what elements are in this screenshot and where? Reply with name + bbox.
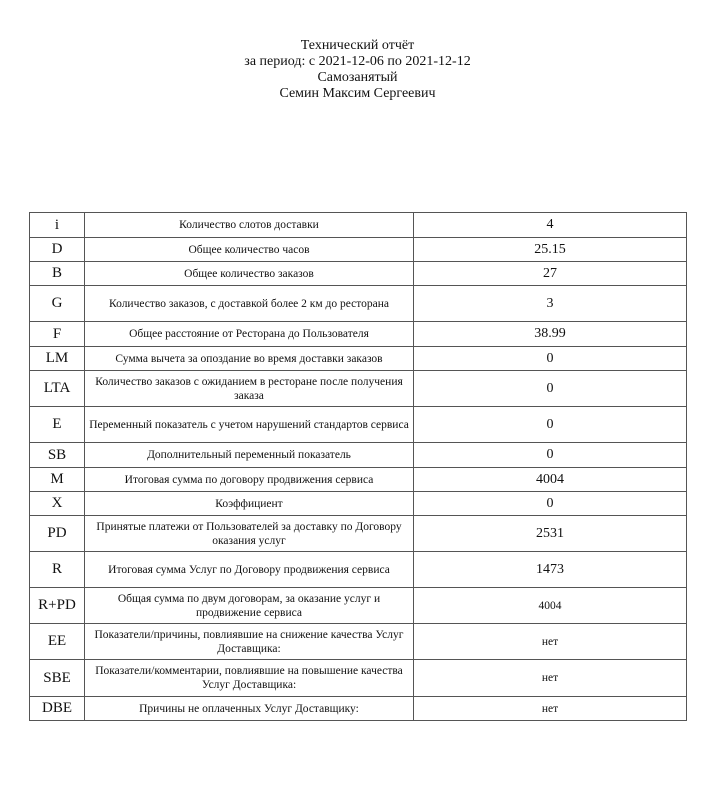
row-description: Показатели/комментарии, повлиявшие на повышение качества Услуг Доставщика:	[85, 660, 414, 697]
row-value: 0	[414, 443, 687, 468]
row-code: R	[30, 552, 85, 588]
row-description: Итоговая сумма Услуг по Договору продвижения сервиса	[85, 552, 414, 588]
row-code: SBE	[30, 660, 85, 697]
report-header	[0, 38, 715, 102]
row-value: нет	[414, 697, 687, 721]
table-row	[30, 371, 687, 407]
row-value: 25.15	[414, 238, 687, 262]
row-description: Итоговая сумма по договору продвижения сервиса	[85, 468, 414, 492]
contractor-status: Самозанятый	[317, 70, 398, 85]
report-title: Технический отчёт	[300, 38, 415, 53]
row-code: i	[30, 213, 85, 238]
report-period: за период: с 2021-12-06 по 2021-12-12	[244, 54, 471, 69]
row-value: 0	[414, 371, 687, 407]
table-row	[30, 492, 687, 516]
table-row	[30, 262, 687, 286]
row-value: 0	[414, 492, 687, 516]
row-description: Дополнительный переменный показатель	[85, 443, 414, 468]
row-value: 4004	[414, 468, 687, 492]
row-value: 4	[414, 213, 687, 238]
table-row	[30, 660, 687, 697]
row-code: X	[30, 492, 85, 516]
table-row	[30, 322, 687, 347]
row-value: 27	[414, 262, 687, 286]
row-description: Принятые платежи от Пользователей за доставку по Договору оказания услуг	[85, 516, 414, 552]
row-code: R+PD	[30, 588, 85, 624]
row-description: Общая сумма по двум договорам, за оказание услуг и продвижение сервиса	[85, 588, 414, 624]
row-code: PD	[30, 516, 85, 552]
row-description: Коэффициент	[85, 492, 414, 516]
row-value: нет	[414, 624, 687, 660]
row-value: 0	[414, 347, 687, 371]
row-description: Количество заказов с ожиданием в ресторане после получения заказа	[85, 371, 414, 407]
row-code: LM	[30, 347, 85, 371]
row-code: M	[30, 468, 85, 492]
row-description: Общее количество заказов	[85, 262, 414, 286]
table-row	[30, 624, 687, 660]
table-row	[30, 407, 687, 443]
report-table	[29, 212, 687, 721]
row-value: 0	[414, 407, 687, 443]
row-code: G	[30, 286, 85, 322]
row-description: Переменный показатель с учетом нарушений стандартов сервиса	[85, 407, 414, 443]
table-row	[30, 443, 687, 468]
row-description: Количество слотов доставки	[85, 213, 414, 238]
row-value: 38.99	[414, 322, 687, 347]
table-row	[30, 238, 687, 262]
row-description: Причины не оплаченных Услуг Доставщику:	[85, 697, 414, 721]
row-value: нет	[414, 660, 687, 697]
table-row	[30, 286, 687, 322]
row-code: SB	[30, 443, 85, 468]
table-row	[30, 697, 687, 721]
table-row	[30, 552, 687, 588]
contractor-name: Семин Максим Сергеевич	[279, 86, 436, 101]
row-code: D	[30, 238, 85, 262]
row-description: Общее расстояние от Ресторана до Пользователя	[85, 322, 414, 347]
table-row	[30, 347, 687, 371]
row-description: Показатели/причины, повлиявшие на снижение качества Услуг Доставщика:	[85, 624, 414, 660]
row-code: EE	[30, 624, 85, 660]
row-value: 4004	[414, 588, 687, 624]
row-code: DBE	[30, 697, 85, 721]
row-value: 2531	[414, 516, 687, 552]
row-description: Общее количество часов	[85, 238, 414, 262]
row-value: 3	[414, 286, 687, 322]
table-row	[30, 588, 687, 624]
row-description: Количество заказов, с доставкой более 2 км до ресторана	[85, 286, 414, 322]
row-code: B	[30, 262, 85, 286]
table-row	[30, 213, 687, 238]
row-description: Сумма вычета за опоздание во время доставки заказов	[85, 347, 414, 371]
row-code: LTA	[30, 371, 85, 407]
table-row	[30, 516, 687, 552]
row-code: F	[30, 322, 85, 347]
table-row	[30, 468, 687, 492]
row-value: 1473	[414, 552, 687, 588]
row-code: E	[30, 407, 85, 443]
